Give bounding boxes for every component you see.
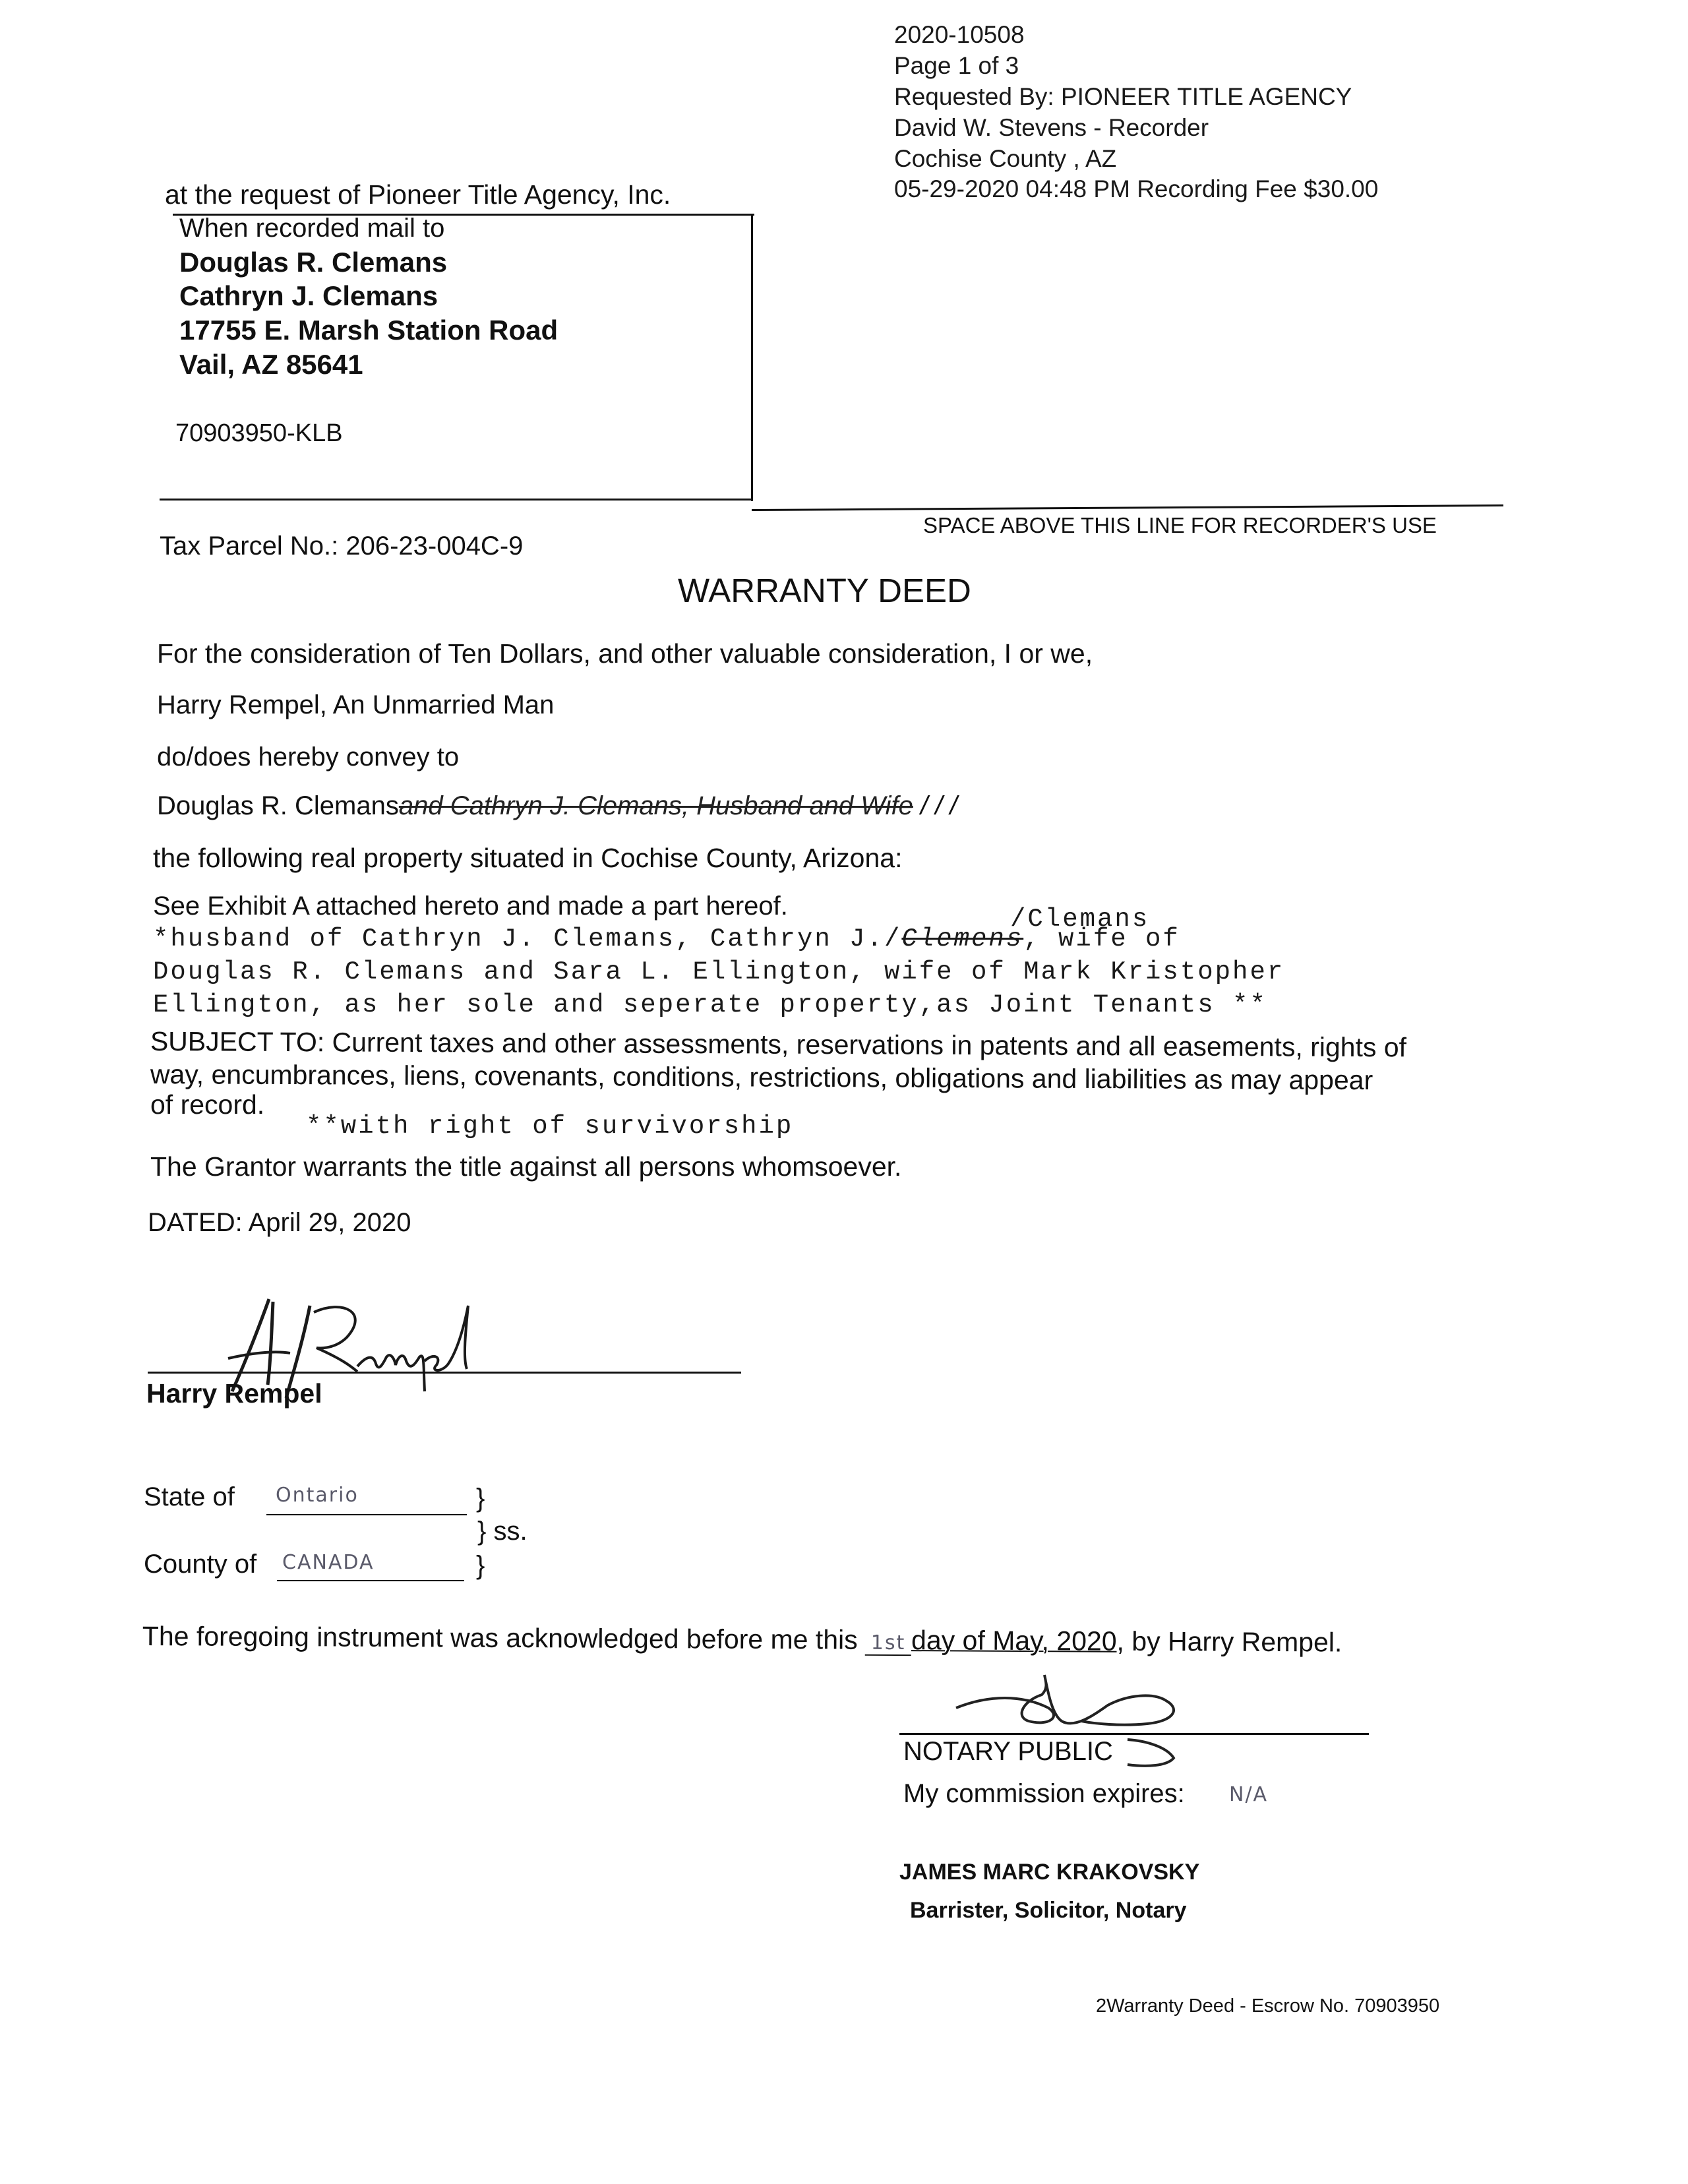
mail-to-street: 17755 E. Marsh Station Road [179, 315, 558, 346]
state-brace: } [476, 1484, 485, 1513]
ss-label: } ss. [477, 1517, 528, 1546]
ack-day: 1st [865, 1631, 911, 1656]
recording-page: Page 1 of 3 [894, 52, 1019, 79]
subject-line-2: way, encumbrances, liens, covenants, conditions, restrictions, obligations and liabilities as may appear [150, 1059, 1373, 1096]
warrants-line: The Grantor warrants the title against all persons whomsoever. [150, 1151, 902, 1182]
typed-line-1-a: *husband of Cathryn J. Clemans, Cathryn J./ [153, 925, 902, 954]
recording-doc-number: 2020-10508 [894, 21, 1025, 48]
notary-stamp-title: Barrister, Solicitor, Notary [910, 1898, 1187, 1923]
typed-line-2: Douglas R. Clemans and Sara L. Ellington, wife of Mark Kristopher [153, 957, 1285, 986]
acknowledgment-line [142, 1621, 1342, 1658]
mail-to-name1: Douglas R. Clemans [179, 247, 448, 278]
notary-public-label: NOTARY PUBLIC [903, 1737, 1113, 1766]
subject-line-3: of record. [150, 1089, 265, 1120]
grantee-slashes: / / / [920, 791, 957, 820]
county-underline [277, 1580, 464, 1581]
tax-parcel: Tax Parcel No.: 206-23-004C-9 [160, 531, 524, 561]
grantor-line: Harry Rempel, An Unmarried Man [157, 690, 555, 719]
subject-line-1: SUBJECT TO: Current taxes and other assessments, reservations in patents and all easements, rights of [150, 1026, 1407, 1063]
grantee-line [157, 791, 957, 821]
mail-to-label: When recorded mail to [179, 214, 445, 243]
grantor-signature-line [148, 1372, 741, 1374]
typed-line-3: Ellington, as her sole and seperate property,as Joint Tenants ** [153, 990, 1267, 1019]
county-label: County of [144, 1550, 257, 1579]
grantee-name: Douglas R. Clemans [157, 791, 399, 820]
request-line: at the request of Pioneer Title Agency, Inc. [165, 179, 671, 210]
convey-line: do/does hereby convey to [157, 743, 460, 772]
mail-to-name2: Cathryn J. Clemans [179, 280, 438, 311]
exhibit-line: See Exhibit A attached hereto and made a part hereof. [153, 892, 788, 921]
county-value: CANADA [282, 1551, 375, 1574]
mail-to-city: Vail, AZ 85641 [179, 349, 363, 380]
typed-insert-clemans: /Clemans [1010, 905, 1150, 934]
ack-suffix: , by Harry Rempel. [1116, 1625, 1342, 1658]
county-brace: } [476, 1551, 485, 1580]
typed-line-1-b: , wife of [1023, 925, 1180, 954]
recorder-space-note: SPACE ABOVE THIS LINE FOR RECORDER'S USE [923, 513, 1437, 537]
typed-line-1-struck: Clemens [901, 925, 1024, 954]
typed-line-1 [153, 925, 1180, 954]
footer-escrow: 2Warranty Deed - Escrow No. 70903950 [1096, 1995, 1440, 2017]
consideration-line: For the consideration of Ten Dollars, and other valuable consideration, I or we, [157, 638, 1093, 669]
ack-prefix: The foregoing instrument was acknowledged before me this [142, 1621, 858, 1655]
property-line: the following real property situated in Cochise County, Arizona: [153, 843, 903, 873]
recording-recorder: David W. Stevens - Recorder [894, 114, 1209, 141]
escrow-reference: 70903950-KLB [175, 419, 343, 447]
ack-date: day of May, 2020 [911, 1625, 1117, 1656]
recorder-line-right [752, 504, 1503, 511]
state-value: Ontario [276, 1484, 359, 1507]
commission-label: My commission expires: [903, 1779, 1185, 1808]
recording-requested-by: Requested By: PIONEER TITLE AGENCY [894, 83, 1352, 110]
mail-box-right-rule [751, 214, 753, 501]
document-title: WARRANTY DEED [678, 572, 971, 609]
grantor-name: Harry Rempel [146, 1378, 322, 1409]
notary-stamp-name: JAMES MARC KRAKOVSKY [899, 1860, 1200, 1885]
recorder-line-left [160, 499, 753, 501]
recording-datetime-fee: 05-29-2020 04:48 PM Recording Fee $30.00 [894, 175, 1379, 202]
commission-value: N/A [1229, 1783, 1269, 1806]
state-label: State of [144, 1482, 235, 1511]
state-underline [266, 1514, 467, 1515]
dated-line: DATED: April 29, 2020 [148, 1208, 411, 1237]
grantee-struck-text: and Cathryn J. Clemans, Husband and Wife [398, 791, 913, 820]
notary-signature-line [899, 1733, 1369, 1735]
survivorship-line: **with right of survivorship [306, 1112, 794, 1141]
recording-county: Cochise County , AZ [894, 145, 1117, 172]
